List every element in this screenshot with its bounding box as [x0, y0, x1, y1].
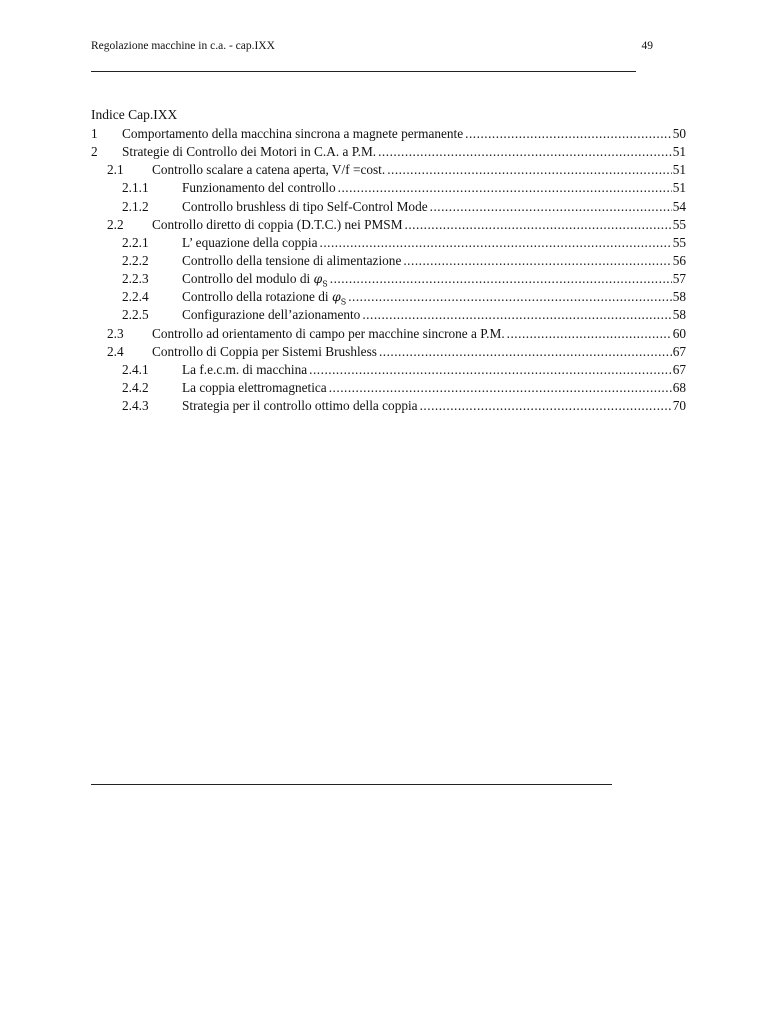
toc-entry-page: 56	[672, 252, 686, 268]
toc-leader-dots	[379, 343, 672, 361]
toc-entry-label-text: Comportamento della macchina sincrona a magnete permanente	[122, 126, 464, 141]
toc-entry-page: 51	[672, 180, 686, 196]
toc-leader-dots	[348, 288, 672, 306]
toc-entry-line	[182, 306, 686, 324]
toc-leader-dots	[329, 379, 672, 397]
toc-entry-label-text: Controllo brushless di tipo Self-Control Mode	[182, 198, 428, 214]
toc-leader-dots	[420, 397, 672, 415]
toc-leader-dots	[309, 361, 672, 379]
toc-entry-page: 55	[672, 216, 686, 232]
toc-entry-label	[182, 234, 318, 252]
toc-entry-label	[182, 252, 401, 270]
toc-entry-label	[182, 179, 336, 197]
toc-leader-dots	[338, 179, 672, 197]
toc-entry-number: 2.4.1	[122, 361, 149, 377]
toc-entry-number: 2.2	[107, 216, 124, 232]
toc-entry-line	[182, 198, 686, 216]
toc-entry-page: 70	[672, 398, 686, 414]
flux-symbol-subscript: S	[340, 297, 347, 307]
toc-entry-label	[182, 306, 360, 324]
toc-entry-label-text: Funzionamento del controllo	[182, 180, 336, 196]
toc-entry-page: 58	[672, 307, 686, 323]
toc-entry-label	[122, 143, 376, 161]
page-header	[91, 40, 653, 56]
toc-entry-line	[182, 234, 686, 252]
toc-entry[interactable]	[91, 288, 686, 306]
toc-entry-number: 2.1.2	[122, 198, 149, 214]
toc-entry[interactable]	[91, 379, 686, 397]
toc-entry-number: 2.1	[107, 162, 124, 178]
toc-entry-line	[152, 325, 686, 343]
toc-entry-line	[182, 361, 686, 379]
toc-entry[interactable]	[91, 397, 686, 415]
toc-entry-label	[182, 379, 327, 397]
toc-entry-label-text: Controllo scalare a catena aperta, V/f =cost.	[152, 162, 386, 178]
toc-entry-label-text: Strategia per il controllo ottimo della coppia	[182, 398, 418, 414]
toc-entry-number: 2.2.3	[122, 271, 149, 287]
toc-entry[interactable]	[91, 270, 686, 288]
toc-entry-label-text: Controllo ad orientamento di campo per macchine sincrone a P.M.	[152, 325, 505, 341]
toc-entry-number: 2.1.1	[122, 180, 149, 196]
toc-entry-page: 58	[672, 289, 686, 305]
toc-entry-number: 2.2.1	[122, 234, 149, 250]
toc-leader-dots	[320, 234, 672, 252]
toc-entry[interactable]	[91, 361, 686, 379]
toc-leader-dots	[507, 325, 672, 343]
toc-entry-line	[182, 397, 686, 415]
toc-entry[interactable]	[91, 143, 686, 161]
toc-entry-line	[152, 216, 686, 234]
toc-entry-number: 2.4	[107, 343, 124, 359]
toc-leader-dots	[430, 198, 672, 216]
toc-entry[interactable]	[91, 306, 686, 324]
toc-entry[interactable]	[91, 198, 686, 216]
toc-entry-label	[182, 198, 428, 216]
toc-leader-dots	[362, 306, 671, 324]
toc-entry-page: 57	[672, 271, 686, 287]
toc-entry-page: 67	[672, 343, 686, 359]
toc-leader-dots	[378, 143, 672, 161]
toc-entry-number: 2.2.2	[122, 252, 149, 268]
toc-entry[interactable]	[91, 216, 686, 234]
flux-symbol-subscript: S	[322, 279, 328, 289]
toc-entry-label	[122, 125, 463, 143]
toc-entry[interactable]	[91, 234, 686, 252]
toc-entry-label-text: Configurazione dell’azionamento	[182, 307, 361, 323]
toc-entry-page: 51	[672, 144, 686, 160]
header-title: Regolazione macchine in c.a. - cap.IXX	[91, 40, 275, 52]
toc-entry[interactable]	[91, 161, 686, 179]
toc-entry-number: 2.2.4	[122, 289, 149, 305]
toc-entry-label	[152, 161, 385, 179]
toc-entry-page: 50	[672, 126, 686, 141]
toc-entry-label-text: Controllo del modulo di	[182, 271, 311, 287]
toc-entry-label	[152, 343, 377, 361]
flux-symbol-letter: φ	[313, 271, 323, 287]
toc-entry-number: 2	[91, 144, 98, 160]
toc-heading: Indice Cap.IXX	[91, 107, 178, 122]
toc-entry-number: 2.4.2	[122, 379, 149, 395]
toc-entry-line	[182, 379, 686, 397]
toc-entry-page: 68	[672, 379, 686, 395]
toc-entry-page: 60	[672, 325, 686, 341]
toc-entry-line	[152, 343, 686, 361]
toc-entry-label-text: Controllo della rotazione di	[182, 289, 329, 305]
toc-entry-line	[122, 143, 686, 161]
toc-entry[interactable]	[91, 343, 686, 361]
toc-entry-label-text: L’ equazione della coppia	[182, 234, 318, 250]
header-page-number: 49	[641, 40, 653, 52]
toc-entry-line	[182, 179, 686, 197]
header-rule	[91, 71, 636, 72]
toc-entry-label-text: Controllo della tensione di alimentazione	[182, 252, 402, 268]
table-of-contents	[91, 125, 686, 415]
toc-entry-label-text: La f.e.c.m. di macchina	[182, 361, 308, 377]
toc-leader-dots	[387, 161, 672, 179]
toc-leader-dots	[405, 216, 672, 234]
toc-entry-label	[182, 397, 418, 415]
toc-entry-page: 67	[672, 361, 686, 377]
flux-symbol	[331, 289, 347, 307]
toc-entry-page: 51	[672, 162, 686, 178]
toc-entry[interactable]	[91, 125, 686, 143]
toc-entry-label-text: Strategie di Controllo dei Motori in C.A. a P.M.	[122, 144, 377, 160]
toc-entry-label-text: La coppia elettromagnetica	[182, 379, 327, 395]
toc-leader-dots	[465, 125, 672, 143]
toc-entry[interactable]	[91, 179, 686, 197]
toc-entry-line	[182, 252, 686, 270]
flux-symbol-letter: φ	[331, 289, 341, 305]
toc-entry[interactable]	[91, 252, 686, 270]
toc-entry-line	[152, 161, 686, 179]
toc-entry-page: 55	[672, 234, 686, 250]
toc-entry-label	[152, 216, 403, 234]
toc-entry-label	[152, 325, 505, 343]
toc-entry-number: 2.2.5	[122, 307, 149, 323]
footnote-rule	[91, 784, 612, 785]
flux-symbol	[313, 271, 328, 289]
toc-entry-number: 2.3	[107, 325, 124, 341]
toc-entry-number: 2.4.3	[122, 398, 149, 414]
toc-entry-label-text: Controllo di Coppia per Sistemi Brushless	[152, 343, 377, 359]
toc-entry-label	[182, 361, 307, 379]
toc-entry-page: 54	[672, 198, 686, 214]
toc-leader-dots	[330, 270, 672, 288]
toc-entry[interactable]	[91, 325, 686, 343]
toc-entry-label-text: Controllo diretto di coppia (D.T.C.) nei PMSM	[152, 216, 403, 232]
toc-entry-number: 1	[91, 126, 98, 141]
toc-leader-dots	[403, 252, 671, 270]
toc-entry-line	[122, 125, 686, 143]
